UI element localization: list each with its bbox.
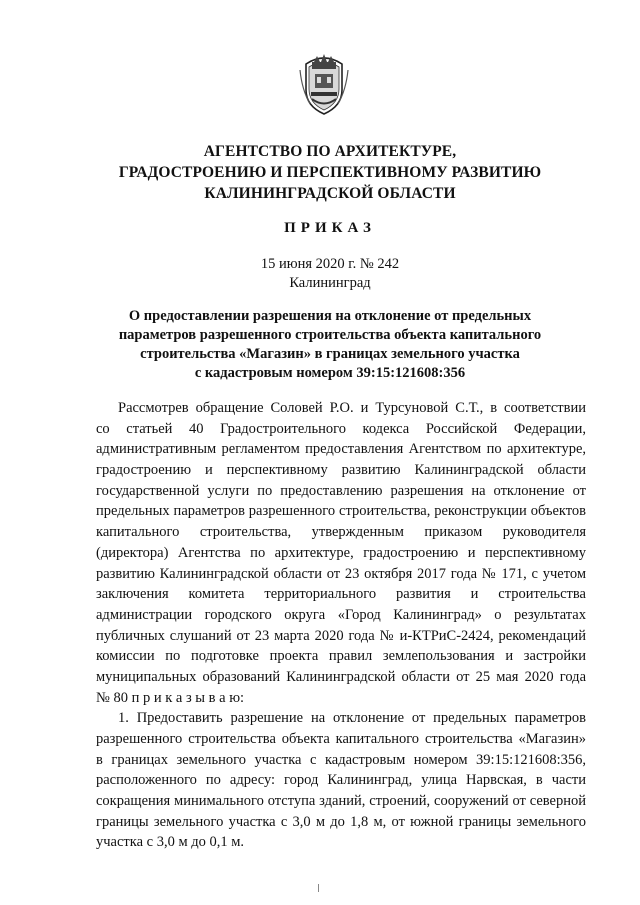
order-title: ПРИКАЗ	[284, 220, 376, 236]
clause-1-line: участка с 3,0 м до 0,1 м.	[96, 834, 245, 851]
order-date-number: 15 июня 2020 г. № 242	[260, 256, 400, 272]
body-line: градостроению и перспективному развитию Калининградской области	[96, 462, 586, 479]
order-subject	[95, 307, 565, 383]
body-line: развитию Калининградской области от 23 октября 2017 года № 171, с учетом	[96, 565, 586, 582]
clause-1-line: 1. Предоставить разрешение на отклонение от предельных параметров	[118, 710, 586, 727]
body-line: государственной услуги по предоставлению разрешения на отклонение от	[96, 482, 586, 499]
agency-line-1: АГЕНТСТВО ПО АРХИТЕКТУРЕ,	[203, 143, 457, 160]
subject-line: параметров разрешенного строительства объекта капитального	[118, 327, 542, 343]
clause-1-line: расположенного по адресу: город Калининград, улица Нарвская, в части	[96, 772, 586, 789]
body-line: комиссии по подготовке проекта правил землепользования и застройки	[96, 648, 586, 665]
clause-1-line: в границах земельного участка с кадастровым номером 39:15:121608:356,	[96, 751, 586, 768]
subject-line: О предоставлении разрешения на отклонение от предельных	[128, 308, 532, 324]
order-body	[96, 398, 586, 853]
subject-line: строительства «Магазин» в границах земельного участка	[140, 346, 520, 362]
body-line: Рассмотрев обращение Соловей Р.О. и Турсуновой С.Т., в соответствии	[118, 400, 586, 416]
body-line: публичных слушаний от 23 марта 2020 года № и-КТРиС-2424, рекомендаций	[96, 627, 586, 644]
body-line: заключения комитета территориального развития и строительства	[96, 586, 586, 603]
body-line: муниципальных образований Калининградской области от 25 мая 2020 года	[96, 668, 586, 685]
body-line: капитального строительства, утвержденным приказом руководителя	[96, 524, 586, 541]
clause-1-line: границы земельного участка с 3,0 м до 1,8 м, от южной границы земельного	[96, 813, 586, 830]
coat-of-arms-emblem	[298, 50, 350, 116]
body-line: администрации городского округа «Город Калининград» о результатах	[96, 606, 586, 623]
body-line: (директора) Агентства по архитектуре, градостроению и перспективному	[96, 544, 586, 561]
body-line: № 80 п р и к а з ы в а ю:	[96, 689, 245, 706]
clause-1-line: разрешенного строительства объекта капитального строительства «Магазин»	[96, 731, 586, 747]
body-line: со статьей 40 Градостроительного кодекса Российской Федерации,	[96, 420, 586, 437]
scan-mark	[318, 884, 319, 892]
clause-1-line: сокращения минимального отступа зданий, строений, сооружений от северной	[96, 793, 586, 810]
body-line: административным регламентом предоставления Агентством по архитектуре,	[96, 441, 586, 458]
agency-name	[80, 141, 580, 204]
order-city: Калининград	[289, 275, 371, 291]
body-line: предельных параметров разрешенного строительства, реконструкции объектов	[96, 503, 586, 520]
subject-line: с кадастровым номером 39:15:121608:356	[194, 365, 466, 381]
agency-line-3: КАЛИНИНГРАДСКОЙ ОБЛАСТИ	[204, 185, 456, 202]
agency-line-2: ГРАДОСТРОЕНИЮ И ПЕРСПЕКТИВНОМУ РАЗВИТИЮ	[118, 164, 542, 181]
